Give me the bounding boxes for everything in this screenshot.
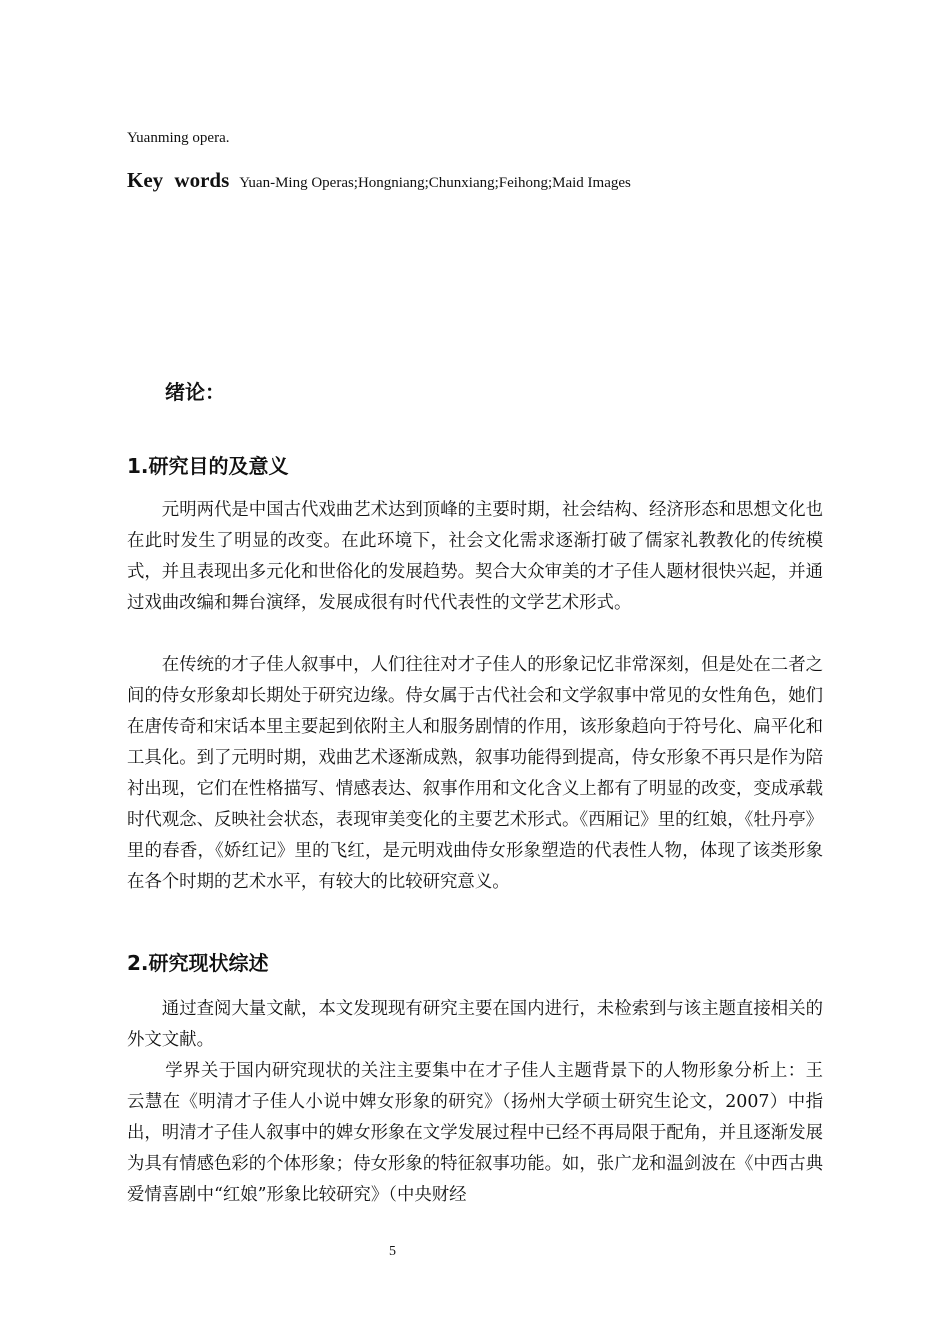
- abstract-tail: Yuanming opera.: [127, 130, 230, 146]
- keywords-label: Key words: [127, 168, 230, 192]
- keywords-text: Yuan-Ming Operas;Hongniang;Chunxiang;Feihong;Maid Images: [239, 175, 631, 191]
- section-heading: 1.研究目的及意义: [127, 454, 289, 478]
- body-paragraph: 元明两代是中国古代戏曲艺术达到顶峰的主要时期，社会结构、经济形态和思想文化也在此时发生了明显的改变。在此环境下，社会文化需求逐渐打破了儒家礼教教化的传统模式，并且表现出多元化和世俗化的发展趋势。契合大众审美的才子佳人题材很快兴起，并通过戏曲改编和舞台演绎，发展成很有时代代表性的文学艺术形式。: [127, 500, 823, 613]
- body-paragraph: 学界关于国内研究现状的关注主要集中在才子佳人主题背景下的人物形象分析上：王云慧在《明清才子佳人小说中婢女形象的研究》（扬州大学硕士研究生论文，2007）中指出，明清才子佳人叙事中的婢女形象在文学发展过程中已经不再局限于配角，并且逐渐发展为具有情感色彩的个体形象；侍女形象的特征叙事功能。如，张广龙和温剑波在《中西古典爱情喜剧中“红娘”形象比较研究》（中央财经: [127, 1061, 823, 1205]
- intro-heading: 绪论：: [165, 380, 225, 404]
- keywords-line: [127, 168, 631, 193]
- section-heading: 2.研究现状综述: [127, 951, 269, 975]
- body-paragraph: 在传统的才子佳人叙事中，人们往往对才子佳人的形象记忆非常深刻，但是处在二者之间的侍女形象却长期处于研究边缘。侍女属于古代社会和文学叙事中常见的女性角色，她们在唐传奇和宋话本里主要起到依附主人和服务剧情的作用，该形象趋向于符号化、扁平化和工具化。到了元明时期，戏曲艺术逐渐成熟，叙事功能得到提高，侍女形象不再只是作为陪衬出现，它们在性格描写、情感表达、叙事作用和文化含义上都有了明显的改变，变成承载时代观念、反映社会状态，表现审美变化的主要艺术形式。《西厢记》里的红娘，《牡丹亭》里的春香，《娇红记》里的飞红，是元明戏曲侍女形象塑造的代表性人物，体现了该类形象在各个时期的艺术水平，有较大的比较研究意义。: [127, 655, 823, 892]
- body-paragraph: 通过查阅大量文献，本文发现现有研究主要在国内进行，未检索到与该主题直接相关的外文文献。: [127, 999, 823, 1050]
- page-number: 5: [389, 1244, 396, 1259]
